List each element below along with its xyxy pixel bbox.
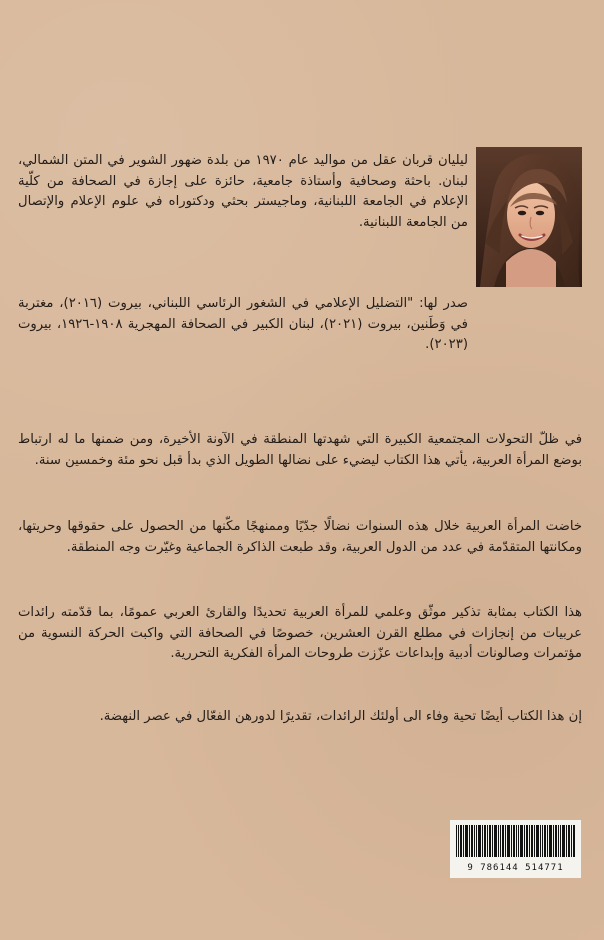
isbn-number: 9 786144 514771 xyxy=(467,863,564,873)
description-paragraph-1: في ظلّ التحولات المجتمعية الكبيرة التي شهدتها المنطقة في الآونة الأخيرة، ومن ضمنها ما له ارتباط بوضع المرأة العربية، يأتي هذا الكتاب ليضيء على نضالها الطويل الذي بدأ قبل نحو مئة وخمسين سنة. xyxy=(18,432,582,468)
description-paragraph-3: هذا الكتاب بمثابة تذكير موثّق وعلمي للمرأة العربية تحديدًا والقارئ العربي عمومًا، بما قدّمته رائدات عربيات من إنجازات في مطلع القرن العشرين، خصوصًا في الصحافة التي واكبت الحركة النسوية من مؤتمرات وصالونات أدبية وإبداعات عزّزت طروحات المرأة الفكرية التحررية. xyxy=(18,605,582,661)
description-paragraph-4: إن هذا الكتاب أيضًا تحية وفاء الى أولئك الرائدات، تقديرًا لدورهن الفعّال في عصر النهضة. xyxy=(99,709,582,724)
author-photo xyxy=(476,147,582,287)
isbn-barcode xyxy=(450,820,581,878)
description-paragraph-2: خاضت المرأة العربية خلال هذه السنوات نضالًا جدّيًا وممنهجًا مكّنها من الحصول على حقوقها وحريتها، ومكانتها المتقدّمة في عدد من الدول العربية، وقد طبعت الذاكرة الجماعية وغيّرت وجه المنطقة. xyxy=(18,519,582,555)
author-portrait-illustration xyxy=(476,147,582,287)
author-publications: صدر لها: "التضليل الإعلامي في الشغور الرئاسي اللبناني، بيروت (٢٠١٦)، مغتربة في وَطَنين، بيروت (٢٠٢١)، لبنان الكبير في الصحافة المهجرية ١٩٠٨-١٩٢٦، بيروت (٢٠٢٣). xyxy=(18,296,468,352)
author-biography: ليليان قربان عقل من مواليد عام ١٩٧٠ من بلدة ضهور الشوير في المتن الشمالي، لبنان. باحثة وصحافية وأستاذة جامعية، حائزة على إجازة في الصحافة من كلّية الإعلام في الجامعة اللبنانية، وماجيستر بحثي ودكتوراه في علوم الإعلام والإتصال من الجامعة اللبنانية. xyxy=(18,153,468,230)
barcode-bars xyxy=(456,825,575,857)
